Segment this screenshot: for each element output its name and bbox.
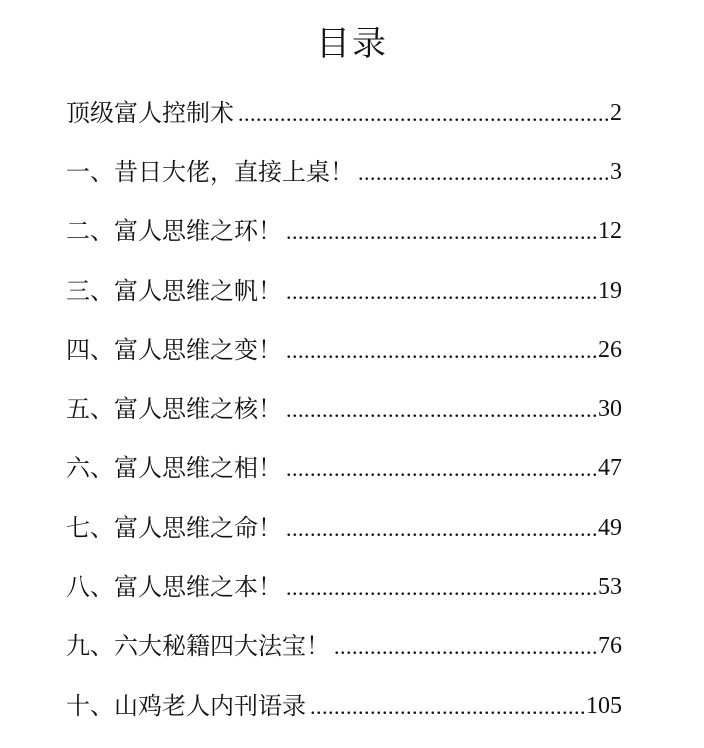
- toc-page-number: 105: [586, 692, 622, 719]
- toc-entry[interactable]: [66, 202, 622, 261]
- toc-entry-text: 四、富人思维之变！: [66, 335, 282, 364]
- dot-leader: [286, 276, 596, 308]
- toc-page-number: 49: [598, 514, 622, 541]
- dot-leader: [286, 394, 596, 426]
- toc-page-number: 19: [598, 277, 622, 304]
- toc-entry[interactable]: [66, 261, 622, 320]
- toc-page-number: 53: [598, 574, 622, 601]
- toc-entry-text: 九、六大秘籍四大法宝！: [66, 632, 330, 661]
- toc-entry[interactable]: [66, 379, 622, 438]
- toc-entry[interactable]: [66, 142, 622, 201]
- toc-entry-text: 一、昔日大佬，直接上桌！: [66, 157, 354, 186]
- toc-entry[interactable]: [66, 617, 622, 676]
- toc-entry[interactable]: [66, 557, 622, 616]
- toc-page-number: 26: [598, 336, 622, 363]
- toc-page-number: 47: [598, 455, 622, 482]
- dot-leader: [334, 631, 596, 663]
- dot-leader: [286, 335, 596, 367]
- dot-leader: [310, 691, 584, 723]
- toc-entry-text: 十、山鸡老人内刊语录: [66, 691, 306, 720]
- toc-entry-text: 八、富人思维之本！: [66, 573, 282, 602]
- toc-page-number: 3: [610, 158, 622, 185]
- toc-entry[interactable]: [66, 439, 622, 498]
- toc-entry[interactable]: [66, 83, 622, 142]
- dot-leader: [238, 98, 608, 130]
- toc-page-number: 2: [610, 99, 622, 126]
- dot-leader: [286, 513, 596, 545]
- toc-entry-text: 七、富人思维之命！: [66, 513, 282, 542]
- toc-entry-text: 二、富人思维之环！: [66, 217, 282, 246]
- toc-entry[interactable]: [66, 676, 622, 735]
- dot-leader: [286, 572, 596, 604]
- page-title: 目录: [316, 24, 388, 64]
- dot-leader: [358, 157, 608, 189]
- toc-page-number: 12: [598, 218, 622, 245]
- table-of-contents: [66, 83, 622, 735]
- toc-entry-text: 六、富人思维之相！: [66, 454, 282, 483]
- toc-page-number: 30: [598, 396, 622, 423]
- toc-entry-text: 顶级富人控制术: [66, 98, 234, 127]
- dot-leader: [286, 216, 596, 248]
- toc-entry[interactable]: [66, 320, 622, 379]
- toc-page-number: 76: [598, 633, 622, 660]
- toc-entry[interactable]: [66, 498, 622, 557]
- dot-leader: [286, 453, 596, 485]
- toc-entry-text: 三、富人思维之帆！: [66, 276, 282, 305]
- toc-entry-text: 五、富人思维之核！: [66, 395, 282, 424]
